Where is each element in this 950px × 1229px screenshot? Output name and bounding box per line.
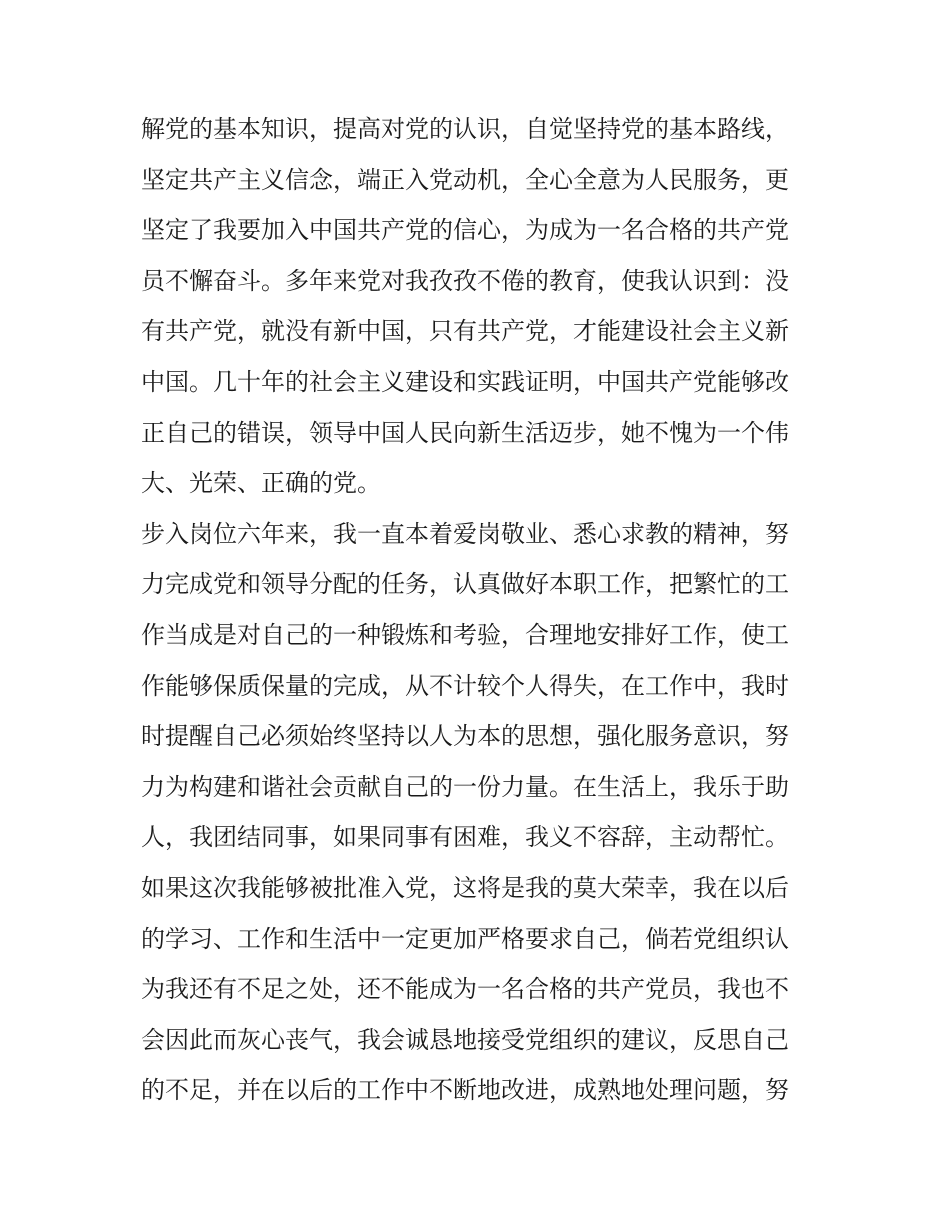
text-line: 为我还有不足之处，还不能成为一名合格的共产党员，我也不 xyxy=(141,975,789,1004)
text-line: 如果这次我能够被批准入党，这将是我的莫大荣幸，我在以后 xyxy=(141,873,789,902)
text-line: 有共产党，就没有新中国，只有共产党，才能建设社会主义新 xyxy=(141,317,789,346)
text-line: 员不懈奋斗。多年来党对我孜孜不倦的教育，使我认识到：没 xyxy=(141,266,789,295)
text-line: 坚定共产主义信念，端正入党动机，全心全意为人民服务，更 xyxy=(141,165,789,194)
text-line: 会因此而灰心丧气，我会诚恳地接受党组织的建议，反思自己 xyxy=(141,1025,789,1054)
text-line: 时提醒自己必须始终坚持以人为本的思想，强化服务意识，努 xyxy=(141,722,789,751)
text-line: 解党的基本知识，提高对党的认识，自觉坚持党的基本路线， xyxy=(141,115,789,143)
text-line: 大、光荣、正确的党。 xyxy=(141,469,381,498)
body-text xyxy=(141,104,811,1116)
text-line: 力完成党和领导分配的任务，认真做好本职工作，把繁忙的工 xyxy=(141,570,789,599)
text-line: 人，我团结同事，如果同事有困难，我义不容辞，主动帮忙。 xyxy=(141,823,789,852)
text-line: 力为构建和谐社会贡献自己的一份力量。在生活上，我乐于助 xyxy=(141,772,789,801)
text-line: 正自己的错误，领导中国人民向新生活迈步，她不愧为一个伟 xyxy=(141,418,789,447)
text-line: 步入岗位六年来，我一直本着爱岗敬业、悉心求教的精神，努 xyxy=(141,519,789,548)
text-line: 中国。几十年的社会主义建设和实践证明，中国共产党能够改 xyxy=(141,367,789,396)
text-line: 的不足，并在以后的工作中不断地改进，成熟地处理问题，努 xyxy=(141,1076,789,1105)
text-line: 的学习、工作和生活中一定更加严格要求自己，倘若党组织认 xyxy=(141,924,789,953)
text-line: 作能够保质保量的完成，从不计较个人得失，在工作中，我时 xyxy=(141,671,789,700)
text-line: 作当成是对自己的一种锻炼和考验，合理地安排好工作，使工 xyxy=(141,620,789,649)
text-line: 坚定了我要加入中国共产党的信心，为成为一名合格的共产党 xyxy=(141,216,789,245)
